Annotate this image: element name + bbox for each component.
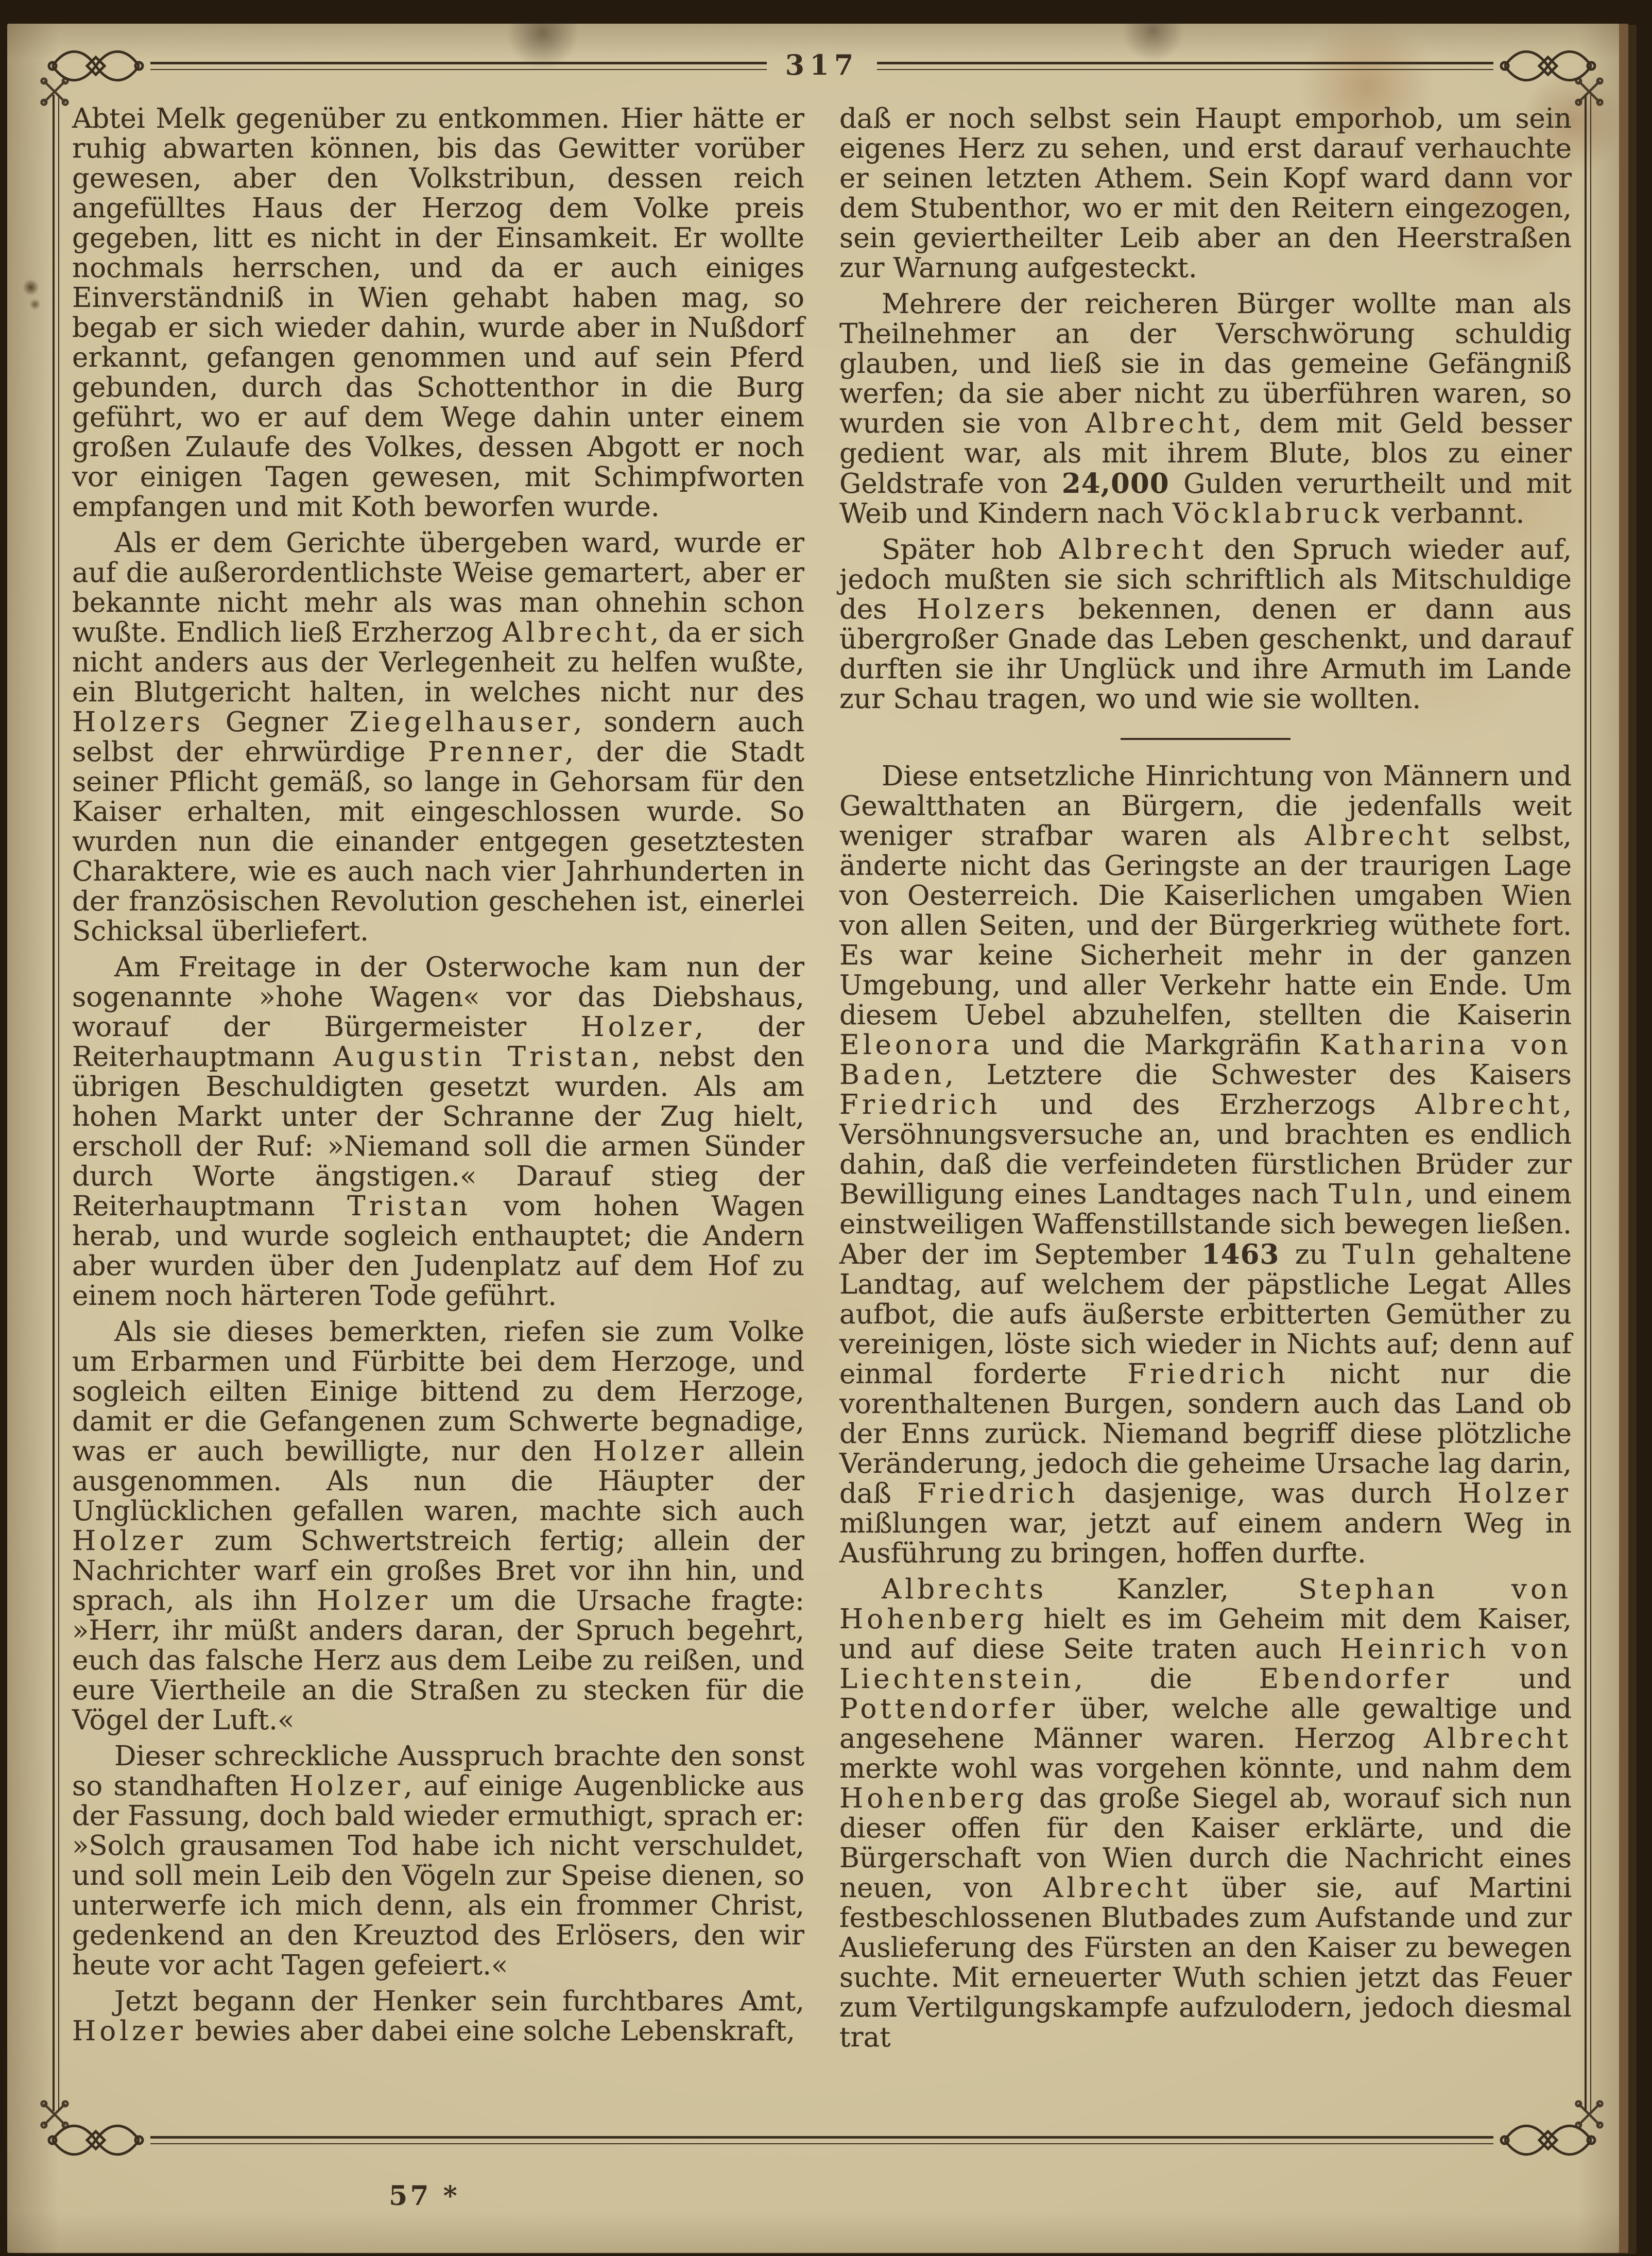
- paragraph: Als sie dieses bemerkten, riefen sie zum Volke um Erbarmen und Fürbitte bei dem Herzoge, und sogleich eilten Einige bittend zu dem Herzoge, damit er die Gefangenen zum Schwerte begnadige, was er auch bewilligte, nur den Holzer allein ausgenommen. Als nun die Häupter der Unglücklichen gefallen waren, machte sich auch Holzer zum Schwertstreich fertig; allein der Nachrichter warf ein großes Bret vor ihn hin, und sprach, als ihn Holzer um die Ursache fragte: »Herr, ihr müßt anders daran, der Spruch begehrt, euch das falsche Herz aus dem Leibe zu reißen, und eure Viertheile an die Straßen zu stecken für die Vögel der Luft.«: [72, 1316, 804, 1736]
- text-columns: [72, 104, 1572, 2109]
- signature-mark: 57 *: [389, 2180, 460, 2212]
- paragraph: Am Freitage in der Osterwoche kam nun der sogenannte »hohe Wagen« vor das Diebshaus, worauf der Bürgermeister Holzer, der Reiterhauptmann Augustin Tristan, nebst den übrigen Beschuldigten gesetzt wurden. Als am hohen Markt unter der Schranne der Zug hielt, erscholl der Ruf: »Niemand soll die armen Sünder durch Worte ängstigen.« Darauf stieg der Reiterhauptmann Tristan vom hohen Wagen herab, und wurde sogleich enthauptet; die Andern aber wurden über den Judenplatz auf dem Hof zu einem noch härteren Tode geführt.: [72, 952, 804, 1312]
- knot-ornament-icon: [1498, 2117, 1598, 2163]
- right-column: [839, 104, 1572, 2109]
- paragraph: Albrechts Kanzler, Stephan von Hohenberg hielt es im Geheim mit dem Kaiser, und auf diese Seite traten auch Heinrich von Liechtenstein, die Ebendorfer und Pottendorfer über, welche alle gewaltige und angesehene Männer waren. Herzog Albrecht merkte wohl was vorgehen könnte, und nahm dem Hohenberg das große Siegel ab, worauf sich nun dieser offen für den Kaiser erklärte, und die Bürgerschaft von Wien durch die Nachricht eines neuen, von Albrecht über sie, auf Martini festbeschlossenen Blutbades zum Aufstande und zur Auslieferung des Fürsten an den Kaiser zu bewegen suchte. Mit erneuerter Wuth schien jetzt das Feuer zum Vertilgungskampfe aufzulodern, jedoch diesmal trat: [839, 1574, 1572, 2053]
- paragraph: Dieser schreckliche Ausspruch brachte den sonst so standhaften Holzer, auf einige Augenblicke aus der Fassung, doch bald wieder ermuthigt, sprach er: »Solch grausamen Tod habe ich nicht verschuldet, und soll mein Leib den Vögeln zur Speise dienen, so unterwerfe ich mich denn, als ein frommer Christ, gedenkend an den Kreuztod des Erlösers, den wir heute vor acht Tagen gefeiert.«: [72, 1741, 804, 1981]
- left-column: [72, 104, 804, 2109]
- page-border-frame: [53, 42, 1591, 2164]
- right-border-rule: [1585, 95, 1591, 2111]
- top-rule-right: [877, 62, 1493, 70]
- top-border: [45, 42, 1598, 90]
- paragraph: daß er noch selbst sein Haupt emporhob, um sein eigenes Herz zu sehen, und erst darauf verhauchte er seinen letzten Athem. Sein Kopf ward dann vor dem Stubenthor, wo er mit den Reitern eingezogen, sein geviertheilter Leib aber an den Heerstraßen zur Warnung aufgesteckt.: [839, 103, 1572, 284]
- page-number: 317: [785, 48, 859, 81]
- knot-ornament-icon: [45, 2117, 146, 2163]
- paragraph: Diese entsetzliche Hinrichtung von Männern und Gewaltthaten an Bürgern, die jedenfalls weit weniger strafbar waren als Albrecht selbst, änderte nicht das Geringste an der traurigen Lage von Oesterreich. Die Kaiserlichen umgaben Wien von allen Seiten, und der Bürgerkrieg wüthete fort. Es war keine Sicherheit mehr in der ganzen Umgebung, und aller Verkehr hatte ein Ende. Um diesem Uebel abzuhelfen, stellten die Kaiserin Eleonora und die Markgräfin Katharina von Baden, Letztere die Schwester des Kaisers Friedrich und des Erzherzogs Albrecht, Versöhnungsversuche an, und brachten es endlich dahin, daß die verfeindeten fürstlichen Brüder zur Bewilligung eines Landtages nach Tuln, und einem einstweiligen Waffenstillstande sich bewegen ließen. Aber der im September 1463 zu Tuln gehaltene Landtag, auf welchem der päpstliche Legat Alles aufbot, die aufs äußerste erbitterten Gemüther zu vereinigen, löste sich wieder in Nichts auf; denn auf einmal forderte Friedrich nicht nur die vorenthaltenen Burgen, sondern auch das Land ob der Enns zurück. Niemand begriff diese plötzliche Veränderung, jedoch die geheime Ursache lag darin, daß Friedrich dasjenige, was durch Holzer mißlungen war, jetzt auf einem andern Weg in Ausführung zu bringen, hoffen durfte.: [839, 761, 1572, 1569]
- top-rule-left: [150, 62, 767, 70]
- cross-flourish-icon: [1574, 76, 1605, 107]
- left-border-rule: [53, 95, 59, 2111]
- paragraph: Abtei Melk gegenüber zu entkommen. Hier hätte er ruhig abwarten können, bis das Gewitter vorüber gewesen, aber den Volkstribun, dessen reich angefülltes Haus der Herzog dem Volke preis gegeben, litt es nicht in der Einsamkeit. Er wollte nochmals herrschen, und da er auch einiges Einverständniß in Wien gehabt haben mag, so begab er sich wieder dahin, wurde aber in Nußdorf erkannt, gefangen genommen und auf sein Pferd gebunden, durch das Schottenthor in die Burg geführt, wo er auf dem Wege dahin unter einem großen Zulaufe des Volkes, dessen Abgott er noch vor einigen Tagen gewesen, mit Schimpfworten empfangen und mit Koth beworfen wurde.: [72, 103, 804, 523]
- paragraph: Später hob Albrecht den Spruch wieder auf, jedoch mußten sie sich schriftlich als Mitschuldige des Holzers bekennen, denen er dann aus übergroßer Gnade das Leben geschenkt, und darauf durften sie ihr Unglück und ihre Armuth im Lande zur Schau tragen, wo und wie sie wollten.: [839, 534, 1572, 715]
- right-column-lower-section: [839, 762, 1572, 2053]
- cross-flourish-icon: [39, 76, 70, 107]
- paragraph: Jetzt begann der Henker sein furchtbares Amt, Holzer bewies aber dabei eine solche Lebenskraft,: [72, 1986, 804, 2047]
- paper-page: [7, 24, 1619, 2253]
- bottom-rule: [150, 2136, 1493, 2144]
- paragraph: Mehrere der reicheren Bürger wollte man als Theilnehmer an der Verschwörung schuldig glauben, und ließ sie in das gemeine Gefängniß werfen; da sie aber nicht zu überführen waren, so wurden sie von Albrecht, dem mit Geld besser gedient war, als mit ihrem Blute, blos zu einer Geldstrafe von 24,000 Gulden verurtheilt und mit Weib und Kindern nach Vöcklabruck verbannt.: [839, 288, 1572, 529]
- section-divider-rule: [1121, 738, 1290, 740]
- right-column-upper-section: [839, 104, 1572, 714]
- bottom-border: [45, 2116, 1598, 2164]
- paragraph: Als er dem Gerichte übergeben ward, wurde er auf die außerordentlichste Weise gemartert, aber er bekannte nicht mehr als was man ohnehin schon wußte. Endlich ließ Erzherzog Albrecht, da er sich nicht anders aus der Verlegenheit zu helfen wußte, ein Blutgericht halten, in welches nicht nur des Holzers Gegner Ziegelhauser, sondern auch selbst der ehrwürdige Prenner, der die Stadt seiner Pflicht gemäß, so lange in Gehorsam für den Kaiser erhalten, mit eingeschlossen wurde. So wurden nun die einander entgegen gesetztesten Charaktere, wie es auch nach vier Jahrhunderten in der französischen Revolution geschehen ist, einerlei Schicksal überliefert.: [72, 527, 804, 947]
